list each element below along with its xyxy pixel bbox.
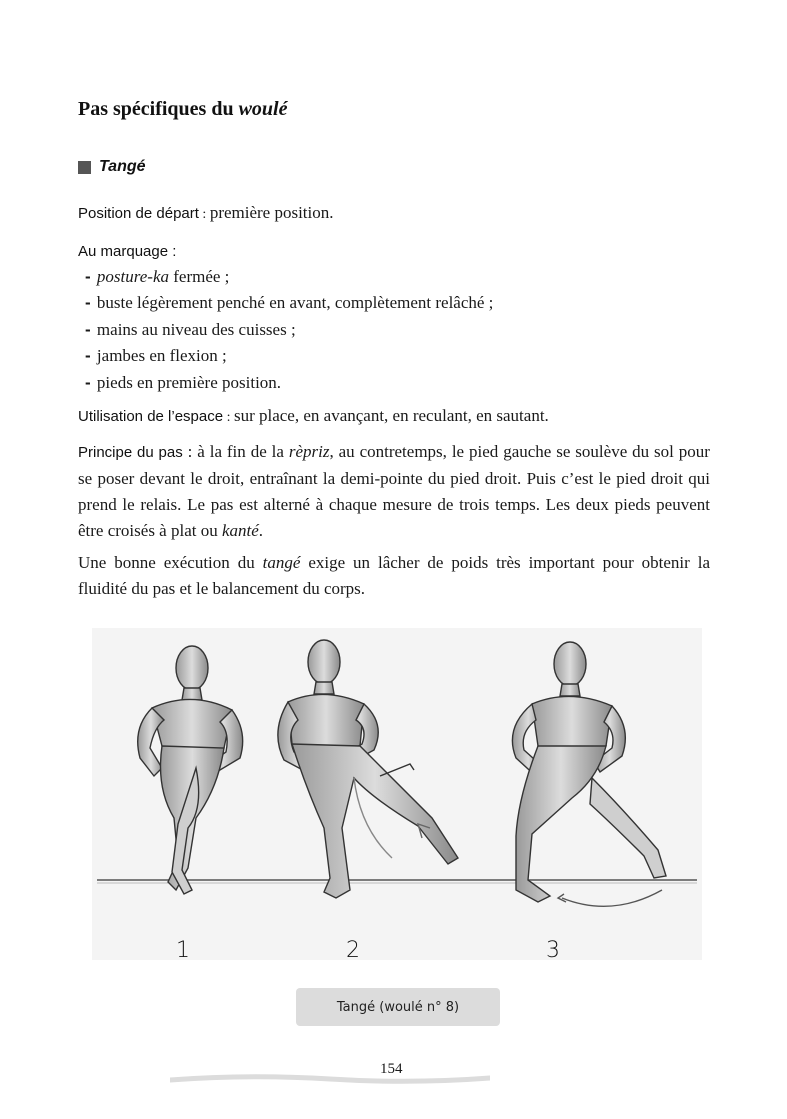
square-bullet-icon [78,161,91,174]
figure-caption [296,988,500,1026]
list-item: - mains au niveau des cuisses ; [85,319,296,339]
marquage-label: Au marquage : [78,243,177,260]
subheading [78,158,146,176]
dance-steps-illustration [92,628,702,960]
list-item: - pieds en première position. [85,372,282,392]
footer-brush-line [170,1070,490,1088]
list-item: - buste légèrement penché en avant, complètement relâché ; [85,293,494,313]
figure-number-3: 3 [546,938,560,963]
caption-text: Tangé (woulé n° 8) [336,999,460,1015]
section-heading: Pas spécifiques du woulé [78,98,288,120]
subheading-label: Tangé [99,158,146,175]
list-item: - jambes en flexion ; [85,346,227,366]
marquage-list [85,264,493,396]
list-item: - posture-ka fermée ; [85,267,230,286]
principe-paragraph: Principe du pas : à la fin de la rèpriz, au contretemps, le pied gauche se soulève du sol pour se poser devant le droit, entraînant la demi-pointe du pied droit. Puis c’est le pied droit qui prend le relais. Le pas est alterné à chaque mesure de trois temps. Les deux pieds peuvent être croisés à plat ou kanté. [78,442,710,540]
execution-paragraph: Une bonne exécution du tangé exige un lâcher de poids très important pour obtenir la fluidité du pas et le balancement du corps. [78,553,711,598]
page-number: 154 [380,1061,403,1077]
figure-number-1: 1 [176,938,190,963]
position-depart-paragraph: Position de départ : première position. [78,203,334,222]
figure-number-2: 2 [346,938,360,963]
espace-paragraph: Utilisation de l’espace : sur place, en avançant, en reculant, en sautant. [78,406,549,425]
